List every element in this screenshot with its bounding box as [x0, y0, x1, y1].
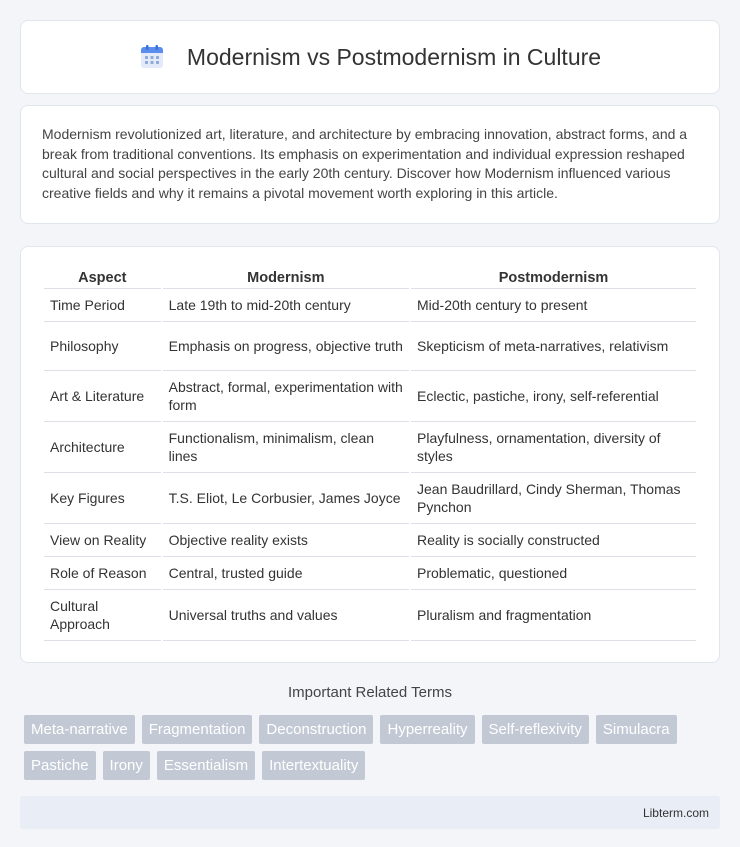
table-row — [44, 422, 696, 473]
column-header-postmodernism: Postmodernism — [411, 267, 696, 289]
table-row — [44, 322, 696, 371]
tag-irony[interactable]: Irony — [103, 751, 150, 780]
table-cell: View on Reality — [44, 524, 161, 557]
table-cell: Jean Baudrillard, Cindy Sherman, Thomas Pynchon — [411, 473, 696, 524]
tag-meta-narrative[interactable]: Meta-narrative — [24, 715, 135, 744]
column-header-modernism: Modernism — [163, 267, 409, 289]
page-title: Modernism vs Postmodernism in Culture — [186, 43, 602, 70]
table-cell: Architecture — [44, 422, 161, 473]
table-cell: Art & Literature — [44, 371, 161, 422]
table-cell: Playfulness, ornamentation, diversity of styles — [411, 422, 696, 473]
footer — [20, 796, 720, 829]
column-header-aspect: Aspect — [44, 267, 161, 289]
footer-site-link[interactable]: Libterm.com — [642, 805, 709, 820]
table-row — [44, 524, 696, 557]
header-card — [20, 20, 720, 94]
related-terms-list — [20, 715, 720, 787]
table-cell: Key Figures — [44, 473, 161, 524]
tag-self-reflexivity[interactable]: Self-reflexivity — [482, 715, 589, 744]
tag-intertextuality[interactable]: Intertextuality — [262, 751, 365, 780]
tag-essentialism[interactable]: Essentialism — [157, 751, 255, 780]
intro-text: Modernism revolutionized art, literature, and architecture by embracing innovation, abstract forms, and a break from traditional conventions. Its emphasis on experimentation and individual expression reshaped cultural and social perspectives in the early 20th century. Discover how Modernism influenced various creative fields and why it remains a pivotal movement worth exploring in this article. — [42, 126, 688, 201]
intro-card — [20, 105, 720, 224]
tag-pastiche[interactable]: Pastiche — [24, 751, 96, 780]
table-header-row — [44, 267, 696, 289]
table-cell: Skepticism of meta-narratives, relativism — [411, 322, 696, 371]
table-cell: Cultural Approach — [44, 590, 161, 641]
tag-hyperreality[interactable]: Hyperreality — [380, 715, 474, 744]
table-row — [44, 371, 696, 422]
tag-simulacra[interactable]: Simulacra — [596, 715, 677, 744]
calendar-icon — [139, 44, 165, 70]
table-cell: Late 19th to mid-20th century — [163, 289, 409, 322]
table-cell: Problematic, questioned — [411, 557, 696, 590]
table-row — [44, 590, 696, 641]
table-cell: Central, trusted guide — [163, 557, 409, 590]
table-row — [44, 473, 696, 524]
table-row — [44, 289, 696, 322]
table-cell: Reality is socially constructed — [411, 524, 696, 557]
comparison-table — [42, 267, 698, 641]
comparison-table-card — [20, 246, 720, 663]
table-cell: T.S. Eliot, Le Corbusier, James Joyce — [163, 473, 409, 524]
table-cell: Functionalism, minimalism, clean lines — [163, 422, 409, 473]
table-cell: Mid-20th century to present — [411, 289, 696, 322]
table-cell: Universal truths and values — [163, 590, 409, 641]
table-cell: Pluralism and fragmentation — [411, 590, 696, 641]
tag-deconstruction[interactable]: Deconstruction — [259, 715, 373, 744]
table-row — [44, 557, 696, 590]
table-cell: Emphasis on progress, objective truth — [163, 322, 409, 371]
table-cell: Objective reality exists — [163, 524, 409, 557]
tag-fragmentation[interactable]: Fragmentation — [142, 715, 253, 744]
table-cell: Time Period — [44, 289, 161, 322]
table-cell: Philosophy — [44, 322, 161, 371]
table-cell: Role of Reason — [44, 557, 161, 590]
table-cell: Eclectic, pastiche, irony, self-referential — [411, 371, 696, 422]
table-cell: Abstract, formal, experimentation with form — [163, 371, 409, 422]
related-terms-title: Important Related Terms — [288, 684, 452, 701]
